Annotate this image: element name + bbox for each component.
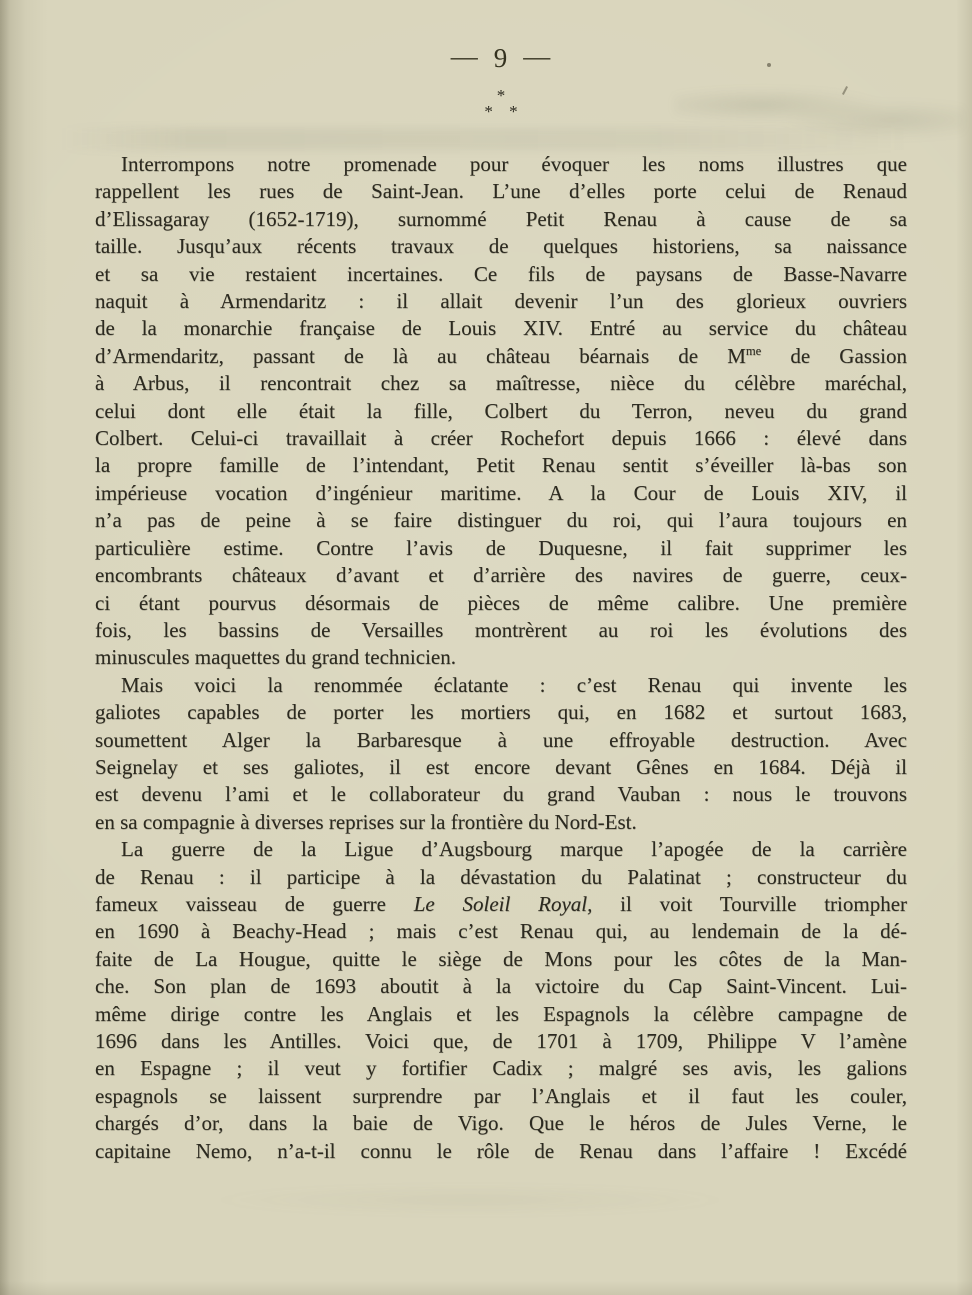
text-segment: fois, les bassins de Versailles montrèrent au roi les évolutions des [95, 617, 907, 642]
text-line [95, 480, 907, 507]
text-line [95, 672, 907, 699]
text-segment: de la monarchie française de Louis XIV. Entré au service du château [95, 316, 907, 341]
text-line [95, 809, 907, 836]
text-line [95, 343, 907, 370]
text-segment: même dirige contre les Anglais et les Espagnols la célèbre campagne de [95, 1001, 907, 1026]
text-segment: ci étant pourvus désormais de pièces de même calibre. Une première [95, 590, 907, 615]
text-segment: Interrompons notre promenade pour évoquer les noms illustres que [121, 152, 907, 176]
text-segment: chargés d’or, dans la baie de Vigo. Que le héros de Jules Verne, le [95, 1111, 907, 1136]
text-line [95, 452, 907, 479]
text-line [95, 644, 907, 671]
page-right-edge-shadow [956, 0, 972, 1295]
text-segment: d’Armendaritz, passant de là au château béarnais de M [95, 343, 746, 368]
text-line [95, 918, 907, 945]
text-line [95, 562, 907, 589]
text-line [95, 288, 907, 315]
text-line [95, 973, 907, 1000]
page-header [95, 42, 907, 74]
text-segment: che. Son plan de 1693 aboutit à la victoire du Cap Saint-Vincent. Lui- [95, 974, 907, 999]
text-segment: à Arbus, il rencontrait chez sa maîtresse, nièce du célèbre maréchal, [95, 371, 907, 396]
text-line [95, 590, 907, 617]
text-line [95, 425, 907, 452]
text-line [95, 206, 907, 233]
page-gutter-shadow [0, 0, 48, 1295]
text-segment: Mais voici la renommée éclatante : c’est Renau qui invente les [121, 672, 907, 697]
text-segment: capitaine Nemo, n’a-t-il connu le rôle de Renau dans l’affaire ! Excédé [95, 1138, 907, 1163]
text-segment: et sa vie restaient incertaines. Ce fils de paysans de Basse-Navarre [95, 261, 907, 286]
header-dash-right: — [523, 41, 552, 71]
text-line [95, 727, 907, 754]
text-segment: galiotes capables de porter les mortiers qui, en 1682 et surtout 1683, [95, 700, 907, 725]
page-number: 9 [493, 43, 509, 73]
text-line [95, 781, 907, 808]
text-line [95, 836, 907, 863]
text-line [95, 864, 907, 891]
text-line [95, 507, 907, 534]
text-segment: celui dont elle était la fille, Colbert du Terron, neveu du grand [95, 398, 907, 423]
text-segment: est devenu l’ami et le collaborateur du grand Vauban : nous le trouvons [95, 782, 907, 807]
text-line [95, 946, 907, 973]
text-segment: de Gassion [761, 343, 907, 368]
text-line [95, 398, 907, 425]
asterisk-bottom: * * [484, 102, 524, 121]
text-segment: rappellent les rues de Saint-Jean. L’une d’elles porte celui de Renaud [95, 179, 907, 204]
text-line [95, 1110, 907, 1137]
text-line [95, 233, 907, 260]
text-segment: espagnols se laissent surprendre par l’Anglais et il faut les couler, [95, 1083, 907, 1108]
text-segment: la propre famille de l’intendant, Petit Renau sentit s’éveiller là-bas son [95, 453, 907, 478]
text-line [95, 1138, 907, 1165]
text-line [95, 261, 907, 288]
text-segment: faite de La Hougue, quitte le siège de Mons pour les côtes de la Man- [95, 946, 907, 971]
text-line [95, 1083, 907, 1110]
superscript-text: me [745, 343, 762, 358]
bleed-through-artifact [120, 1180, 820, 1220]
text-segment: impérieuse vocation d’ingénieur maritime. A la Cour de Louis XIV, il [95, 480, 907, 505]
text-segment: en 1690 à Beachy-Head ; mais c’est Renau qui, au lendemain de la dé- [95, 919, 907, 944]
bleed-through-artifact [60, 128, 910, 150]
text-line [95, 1028, 907, 1055]
paragraph [95, 672, 907, 836]
text-segment: particulière estime. Contre l’avis de Duquesne, il fait supprimer les [95, 535, 907, 560]
text-segment: La guerre de la Ligue d’Augsbourg marque l’apogée de la carrière [121, 837, 907, 862]
text-line [95, 891, 907, 918]
asterisk-top: * [496, 86, 506, 105]
text-segment: encombrants châteaux d’avant et d’arrière des navires de guerre, ceux- [95, 563, 907, 588]
text-segment: soumettent Alger la Barbaresque à une effroyable destruction. Avec [95, 727, 907, 752]
text-segment: en Espagne ; il veut y fortifier Cadix ; malgré ses avis, les galions [95, 1056, 907, 1081]
text-segment: minuscules maquettes du grand technicien. [95, 645, 456, 670]
italic-text: Le Soleil Royal, [413, 891, 593, 916]
text-segment: taille. Jusqu’aux récents travaux de quelques historiens, sa naissance [95, 234, 907, 259]
page-bottom-edge-shadow [0, 1281, 972, 1295]
text-line [95, 1001, 907, 1028]
text-line [95, 699, 907, 726]
text-line [95, 1055, 907, 1082]
text-line [95, 535, 907, 562]
text-segment: fameux vaisseau de guerre [95, 891, 414, 916]
text-segment: de Renau : il participe à la dévastation du Palatinat ; constructeur du [95, 864, 907, 889]
text-segment: naquit à Armendaritz : il allait devenir l’un des glorieux ouvriers [95, 289, 907, 314]
header-dash-left: — [450, 41, 479, 71]
text-line [95, 617, 907, 644]
text-segment: d’Elissagaray (1652-1719), surnommé Petit Renau à cause de sa [95, 206, 907, 231]
paragraph [95, 151, 907, 672]
text-line [95, 151, 907, 178]
text-line [95, 315, 907, 342]
text-segment: n’a pas de peine à se faire distinguer du roi, qui l’aura toujours en [95, 508, 907, 533]
text-line [95, 754, 907, 781]
text-segment: il voit Tourville triompher [592, 891, 908, 916]
paragraph [95, 836, 907, 1165]
text-line [95, 178, 907, 205]
section-divider [95, 88, 907, 121]
text-segment: en sa compagnie à diverses reprises sur la frontière du Nord-Est. [95, 809, 637, 834]
text-segment: Seignelay et ses galiotes, il est encore devant Gênes en 1684. Déjà il [95, 754, 907, 779]
body-text [95, 151, 907, 1165]
text-segment: Colbert. Celui-ci travaillait à créer Rochefort depuis 1666 : élevé dans [95, 426, 907, 451]
text-segment: 1696 dans les Antilles. Voici que, de 1701 à 1709, Philippe V l’amène [95, 1029, 907, 1053]
text-line [95, 370, 907, 397]
